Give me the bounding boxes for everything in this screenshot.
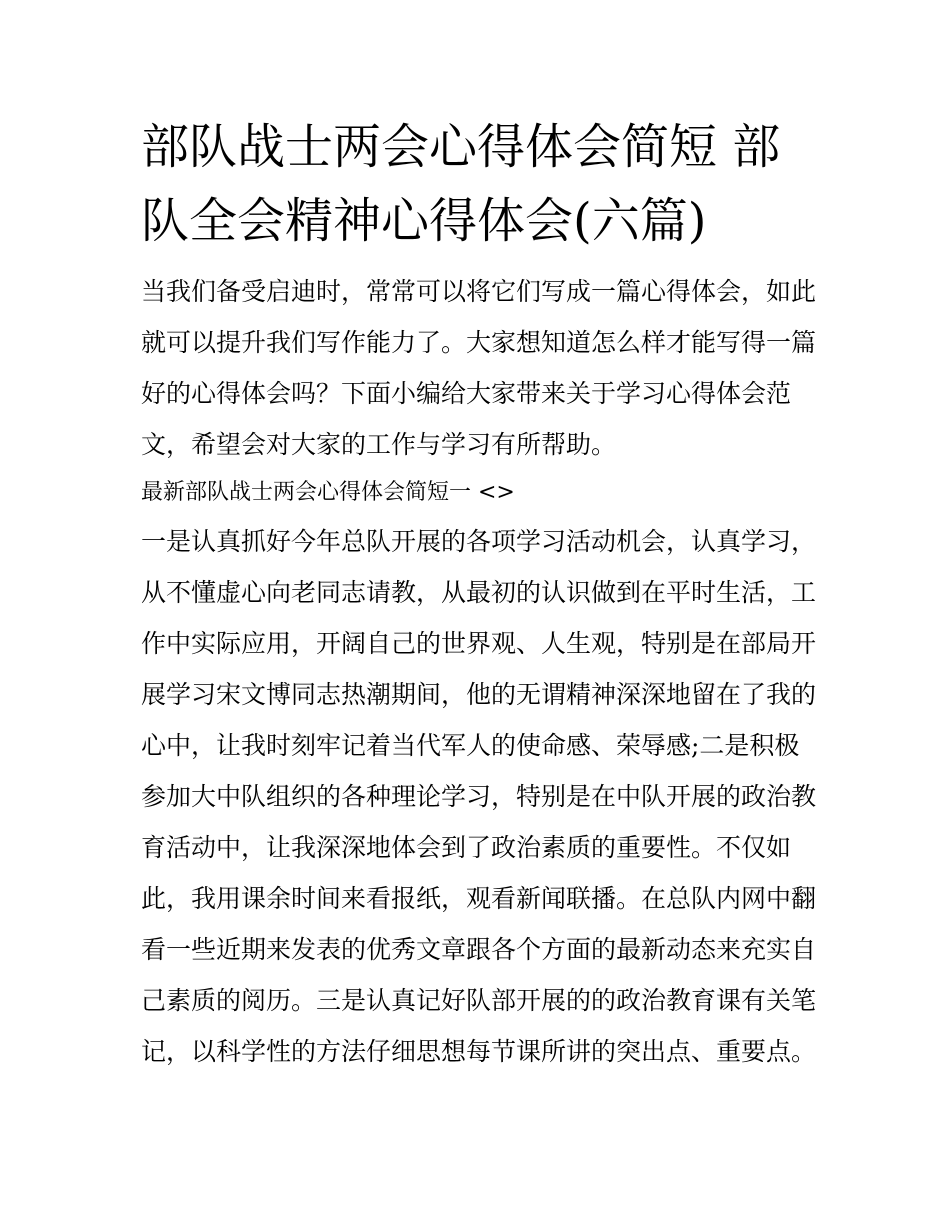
title-line: 部队战士两会心得体会简短 部 xyxy=(141,119,781,175)
body-line: 一是认真抓好今年总队开展的各项学习活动机会，认真学习， xyxy=(141,527,817,556)
body-line: 看一些近期来发表的优秀文章跟各个方面的最新动态来充实自 xyxy=(141,935,817,964)
document-content xyxy=(141,110,817,1077)
intro-line: 当我们备受启迪时，常常可以将它们写成一篇心得体会，如此 xyxy=(141,277,817,306)
body-line: 作中实际应用，开阔自己的世界观、人生观，特别是在部局开 xyxy=(141,629,817,658)
document-title xyxy=(141,110,813,258)
body-line: 心中，让我时刻牢记着当代军人的使命感、荣辱感;二是积极 xyxy=(141,731,800,760)
intro-line: 文，希望会对大家的工作与学习有所帮助。 xyxy=(141,430,617,459)
intro-line: 就可以提升我们写作能力了。大家想知道怎么样才能写得一篇 xyxy=(141,328,817,357)
body-line: 育活动中，让我深深地体会到了政治素质的重要性。不仅如 xyxy=(141,833,792,862)
intro-line: 好的心得体会吗？下面小编给大家带来关于学习心得体会范 xyxy=(141,379,792,408)
body-line: 从不懂虚心向老同志请教，从最初的认识做到在平时生活，工 xyxy=(141,578,817,607)
body-line: 己素质的阅历。三是认真记好队部开展的的政治教育课有关笔 xyxy=(141,986,817,1015)
title-line: 队全会精神心得体会(六篇) xyxy=(141,193,707,249)
body-paragraph xyxy=(141,516,817,1077)
intro-paragraph xyxy=(141,266,817,470)
body-line: 记，以科学性的方法仔细思想每节课所讲的突出点、重要点。 xyxy=(141,1037,817,1066)
section-heading: 最新部队战士两会心得体会简短一 <> xyxy=(141,480,515,505)
body-line: 展学习宋文博同志热潮期间，他的无谓精神深深地留在了我的 xyxy=(141,680,817,709)
body-line: 参加大中队组织的各种理论学习，特别是在中队开展的政治教 xyxy=(141,782,817,811)
body-line: 此，我用课余时间来看报纸，观看新闻联播。在总队内网中翻 xyxy=(141,884,817,913)
